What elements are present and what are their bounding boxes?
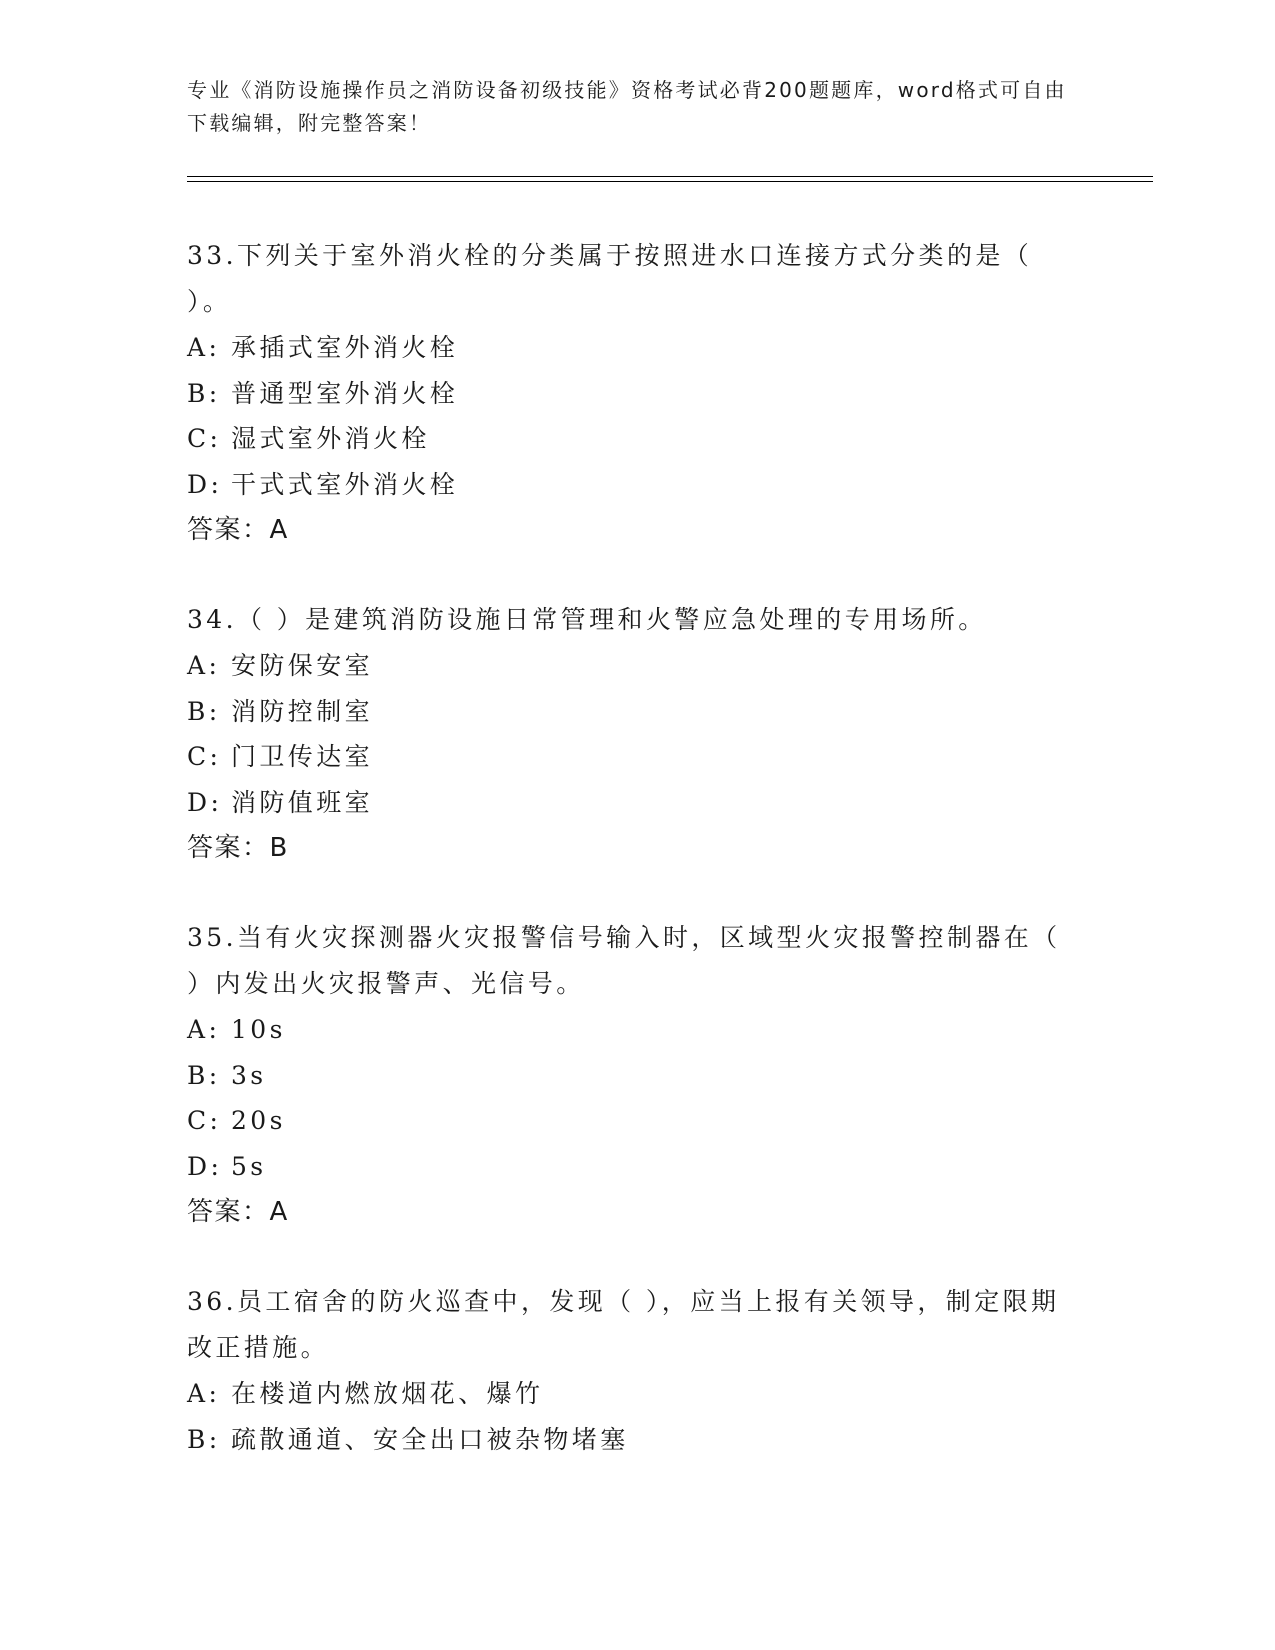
option-key: A: [187, 1379, 221, 1408]
question-33 [187, 233, 1087, 553]
answer-line: 答案：A [187, 515, 289, 545]
option-b [187, 1053, 1087, 1099]
question-stem: 34.（ ）是建筑消防设施日常管理和火警应急处理的专用场所。 [187, 605, 987, 634]
question-stem: 35.当有火灾探测器火灾报警信号输入时，区域型火灾报警控制器在（ ）内发出火灾报警声、光信号。 [187, 923, 1061, 998]
option-key: C: [187, 1106, 222, 1135]
option-key: B: [187, 696, 221, 726]
option-key: B: [187, 1060, 221, 1090]
document-header: 专业《消防设施操作员之消防设备初级技能》资格考试必背200题题库，word格式可自由下载编辑，附完整答案！ [187, 78, 1067, 135]
option-text: 普通型室外消火栓 [231, 378, 459, 408]
option-text: 疏散通道、安全出口被杂物堵塞 [231, 1424, 629, 1454]
option-text: 湿式室外消火栓 [231, 424, 430, 453]
option-text: 干式式室外消火栓 [231, 469, 459, 499]
option-text: 5s [231, 1151, 267, 1181]
option-text: 10s [231, 1015, 286, 1044]
option-text: 在楼道内燃放烟花、爆竹 [231, 1379, 544, 1408]
option-key: D: [187, 1151, 223, 1181]
option-text: 消防控制室 [231, 696, 374, 726]
option-key: A: [187, 333, 221, 362]
option-text: 3s [231, 1060, 267, 1090]
option-key: A: [187, 651, 221, 680]
answer-line: 答案：A [187, 1197, 289, 1227]
option-key: C: [187, 424, 222, 453]
header-divider-top [187, 176, 1153, 177]
option-a [187, 643, 1087, 689]
option-key: D: [187, 787, 223, 817]
option-d [187, 780, 1087, 826]
question-stem: 36.员工宿舍的防火巡查中，发现（ ），应当上报有关领导，制定限期改正措施。 [187, 1287, 1060, 1362]
answer-line: 答案：B [187, 833, 289, 863]
option-text: 承插式室外消火栓 [231, 333, 459, 362]
option-c [187, 734, 1087, 780]
header-divider-bottom [187, 181, 1153, 182]
option-a [187, 1007, 1087, 1053]
option-b [187, 1417, 1087, 1463]
option-key: D: [187, 469, 223, 499]
option-key: C: [187, 742, 222, 771]
question-35 [187, 915, 1087, 1235]
option-b [187, 689, 1087, 735]
question-34 [187, 597, 1087, 871]
option-key: B: [187, 378, 221, 408]
question-list [187, 233, 1087, 1506]
option-text: 消防值班室 [231, 787, 374, 817]
option-key: B: [187, 1424, 221, 1454]
option-c [187, 416, 1087, 462]
option-a [187, 325, 1087, 371]
option-d [187, 1144, 1087, 1190]
option-text: 20s [231, 1106, 286, 1135]
option-key: A: [187, 1015, 221, 1044]
option-d [187, 462, 1087, 508]
option-c [187, 1098, 1087, 1144]
question-stem: 33.下列关于室外消火栓的分类属于按照进水口连接方式分类的是（ ）。 [187, 241, 1033, 316]
question-36 [187, 1279, 1087, 1462]
option-a [187, 1371, 1087, 1417]
option-b [187, 371, 1087, 417]
option-text: 门卫传达室 [231, 742, 374, 771]
option-text: 安防保安室 [231, 651, 374, 680]
